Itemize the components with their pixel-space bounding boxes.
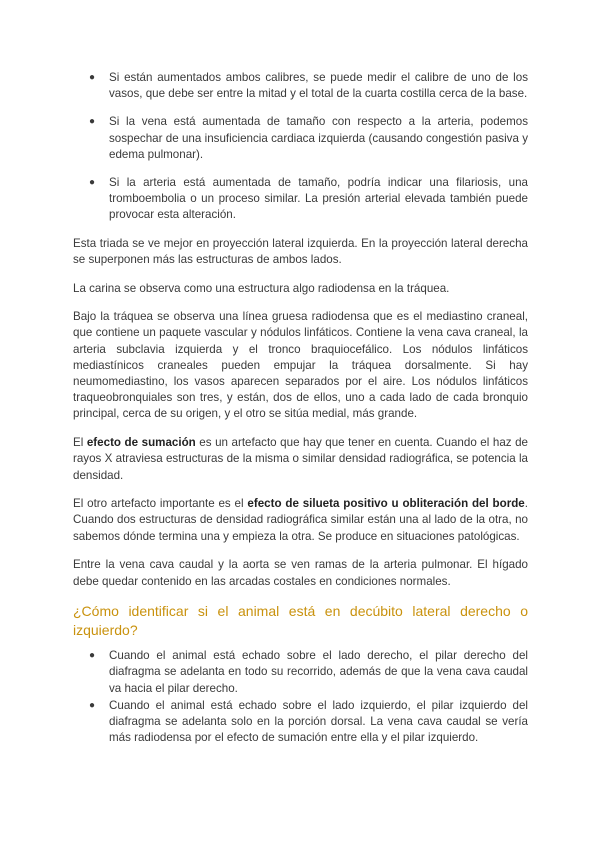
list-item [73,698,528,747]
paragraph-triada: Esta triada se ve mejor en proyección lateral izquierda. En la proyección lateral derecha se superponen más las estructuras de ambos lados. [73,236,528,266]
text-run: . Cuando dos estructuras de densidad radiográfica similar están una al lado de la otra, no sabemos dónde termina una y empieza la otra. Se produce en situaciones patológicas. [73,497,528,543]
paragraph-vena-cava: Entre la vena cava caudal y la aorta se ven ramas de la arteria pulmonar. El hígado debe quedar contenido en las arcadas costales en condiciones normales. [73,558,528,588]
list-item-text: Si la vena está aumentada de tamaño con respecto a la arteria, podemos sospechar de una insuficiencia cardiaca izquierda (causando congestión pasiva y edema pulmonar). [109,115,528,161]
text-run: El [73,436,87,450]
paragraph-silueta [73,496,528,545]
bullet-icon: ● [89,699,96,711]
paragraph-sumacion [73,435,528,484]
list-item [73,175,528,224]
list-item-text: Si la arteria está aumentada de tamaño, podría indicar una filariosis, una tromboembolia o un proceso similar. La presión arterial elevada también puede provocar esta alteración. [109,176,528,222]
text-run: El otro artefacto importante es el [73,497,248,511]
list-item-text: Cuando el animal está echado sobre el lado derecho, el pilar derecho del diafragma se adelanta en todo su recorrido, además de que la vena cava caudal va hacia el pilar derecho. [109,649,528,695]
list-item [73,114,528,163]
bullet-icon: ● [89,650,96,662]
text-run: es un artefacto que hay que tener en cuenta. Cuando el haz de rayos X atraviesa estructuras de la misma o similar densidad radiográfica, se potencia la densidad. [73,436,528,482]
bold-term: efecto de silueta positivo u obliteración del borde [247,497,525,511]
list-item-text: Si están aumentados ambos calibres, se puede medir el calibre de uno de los vasos, que debe ser entre la mitad y el total de la cuarta costilla cerca de la base. [109,71,528,101]
list-item [73,70,528,102]
bullet-icon: ● [89,177,96,189]
bullet-icon: ● [89,116,96,128]
bullet-icon: ● [89,72,96,83]
paragraph-traquea: Bajo la tráquea se observa una línea gruesa radiodensa que es el mediastino craneal, que contiene un paquete vascular y nódulos linfáticos. Contiene la vena cava craneal, la arteria subclavia izquierda y el tronco braquiocefálico. Los nódulos linfáticos mediastínicos craneales pueden empujar la tráquea dorsalmente. Si hay neumomediastino, los vasos aparecen separados por el aire. Los nódulos linfáticos traqueobronquiales son tres, y están, dos de ellos, uno a cada lado de cada bronquio principal, cerca de su origen, y el otro se sitúa medial, más grande. [73,310,528,421]
list-item-text: Cuando el animal está echado sobre el lado izquierdo, el pilar izquierdo del diafragma se adelanta solo en la porción dorsal. La vena cava caudal se vería más radiodensa por el efecto de sumación entre ella y el pilar izquierdo. [109,698,528,745]
paragraph-carina: La carina se observa como una estructura algo radiodensa en la tráquea. [73,281,450,295]
list-item [73,648,528,697]
bullet-list-vessels [73,70,528,224]
section-heading: ¿Cómo identificar si el animal está en decúbito lateral derecho o izquierdo? [73,603,528,639]
bold-term: efecto de sumación [86,436,196,450]
bullet-list-decubito [73,648,528,746]
